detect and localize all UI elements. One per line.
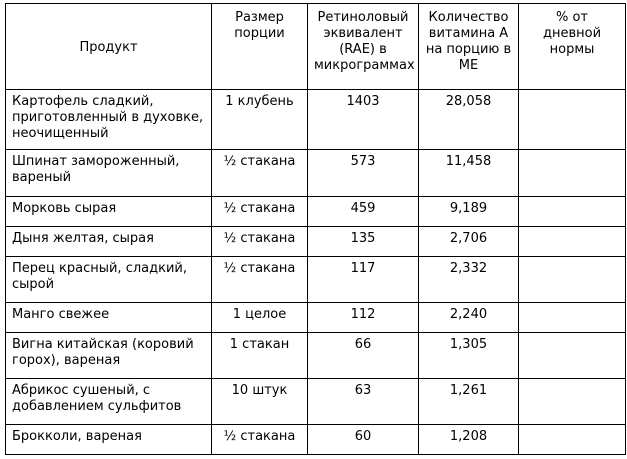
cell-product: Дыня желтая, сырая — [6, 227, 212, 257]
cell-iu: 11,458 — [419, 150, 519, 197]
cell-daily-value — [519, 379, 626, 425]
cell-daily-value — [519, 257, 626, 303]
cell-iu: 28,058 — [419, 90, 519, 150]
cell-rae: 117 — [308, 257, 419, 303]
cell-product: Вигна китайская (коровий горох), вареная — [6, 333, 212, 379]
cell-iu: 2,706 — [419, 227, 519, 257]
cell-product: Перец красный, сладкий, сырой — [6, 257, 212, 303]
cell-product: Шпинат замороженный, вареный — [6, 150, 212, 197]
cell-daily-value — [519, 333, 626, 379]
cell-rae: 573 — [308, 150, 419, 197]
cell-product: Морковь сырая — [6, 197, 212, 227]
header-daily-value: % от дневной нормы — [519, 4, 626, 90]
cell-iu: 9,189 — [419, 197, 519, 227]
cell-iu: 1,208 — [419, 425, 519, 455]
table-row — [6, 150, 626, 197]
cell-daily-value — [519, 227, 626, 257]
cell-portion: ½ стакана — [212, 227, 308, 257]
table-row — [6, 333, 626, 379]
cell-portion: 1 стакан — [212, 333, 308, 379]
table-row — [6, 90, 626, 150]
cell-rae: 60 — [308, 425, 419, 455]
table-header-row — [6, 4, 626, 90]
cell-daily-value — [519, 303, 626, 333]
cell-daily-value — [519, 150, 626, 197]
table-row — [6, 303, 626, 333]
header-product: Продукт — [6, 4, 212, 90]
cell-rae: 1403 — [308, 90, 419, 150]
cell-iu: 1,305 — [419, 333, 519, 379]
cell-portion: 1 целое — [212, 303, 308, 333]
cell-portion: ½ стакана — [212, 150, 308, 197]
cell-portion: 1 клубень — [212, 90, 308, 150]
table-row — [6, 257, 626, 303]
cell-rae: 112 — [308, 303, 419, 333]
cell-rae: 459 — [308, 197, 419, 227]
table-row — [6, 425, 626, 455]
cell-iu: 2,332 — [419, 257, 519, 303]
vitamin-a-table — [5, 3, 626, 455]
cell-product: Картофель сладкий, приготовленный в духовке, неочищенный — [6, 90, 212, 150]
cell-product: Абрикос сушеный, с добавлением сульфитов — [6, 379, 212, 425]
cell-product: Манго свежее — [6, 303, 212, 333]
cell-iu: 2,240 — [419, 303, 519, 333]
cell-portion: ½ стакана — [212, 425, 308, 455]
cell-portion: ½ стакана — [212, 197, 308, 227]
table-row — [6, 227, 626, 257]
cell-rae: 66 — [308, 333, 419, 379]
cell-iu: 1,261 — [419, 379, 519, 425]
cell-daily-value — [519, 425, 626, 455]
vitamin-a-table-container — [5, 3, 625, 455]
table-row — [6, 197, 626, 227]
header-iu: Количество витамина А на порцию в МЕ — [419, 4, 519, 90]
cell-daily-value — [519, 197, 626, 227]
cell-daily-value — [519, 90, 626, 150]
header-rae: Ретиноловый эквивалент (RAE) в микрограммах — [308, 4, 419, 90]
cell-product: Брокколи, вареная — [6, 425, 212, 455]
cell-portion: 10 штук — [212, 379, 308, 425]
cell-rae: 135 — [308, 227, 419, 257]
header-portion: Размер порции — [212, 4, 308, 90]
cell-rae: 63 — [308, 379, 419, 425]
table-row — [6, 379, 626, 425]
cell-portion: ½ стакана — [212, 257, 308, 303]
